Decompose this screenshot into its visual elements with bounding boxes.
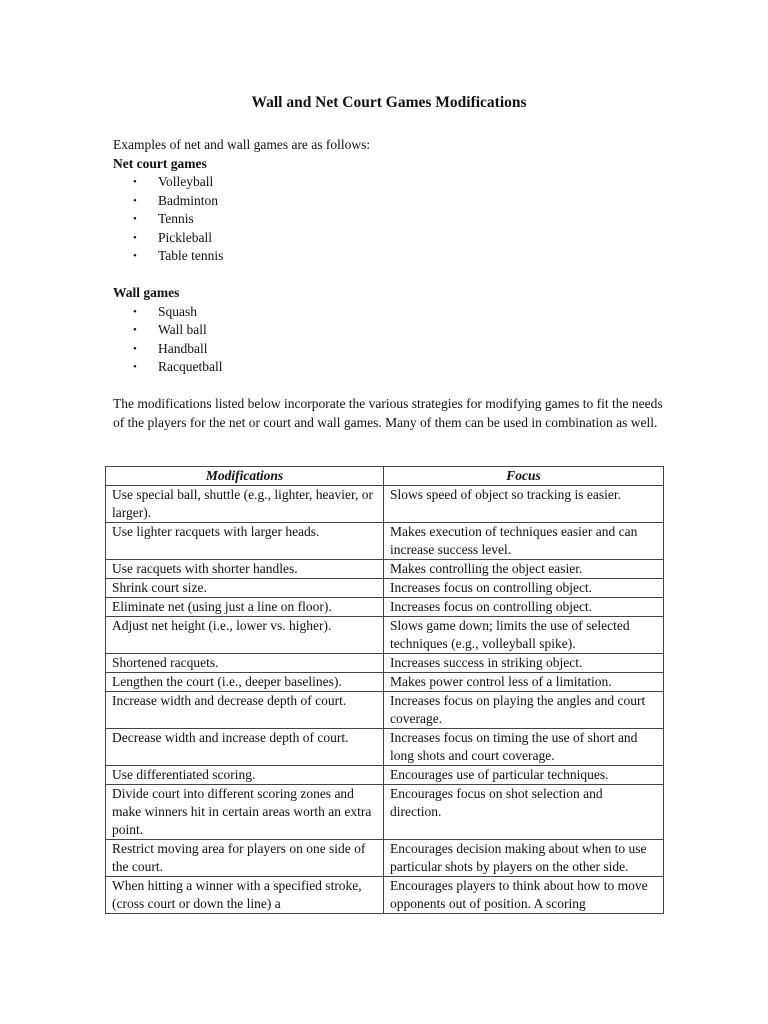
table-row: [106, 673, 664, 692]
focus-cell: Slows game down; limits the use of selected techniques (e.g., volleyball spike).: [384, 617, 664, 654]
list-item-label: Pickleball: [158, 229, 212, 245]
modification-cell: Use special ball, shuttle (e.g., lighter, heavier, or larger).: [106, 486, 384, 523]
focus-cell: Increases focus on controlling object.: [384, 579, 664, 598]
table-row: [106, 523, 664, 560]
wall-games-heading: Wall games: [113, 285, 180, 300]
modifications-table: [105, 466, 664, 914]
list-item-label: Handball: [158, 340, 208, 356]
modification-cell: Adjust net height (i.e., lower vs. higher).: [106, 617, 384, 654]
focus-cell: Slows speed of object so tracking is easier.: [384, 486, 664, 523]
focus-cell: Makes execution of techniques easier and can increase success level.: [384, 523, 664, 560]
list-item-label: Racquetball: [158, 359, 223, 374]
modification-cell: Shrink court size.: [106, 579, 384, 598]
focus-cell: Increases focus on timing the use of short and long shots and court coverage.: [384, 729, 664, 766]
list-item: [133, 192, 673, 211]
table-row: [106, 785, 664, 840]
spacer: [113, 266, 673, 285]
wall-games-list: [113, 303, 673, 377]
table-row: [106, 654, 664, 673]
modification-cell: When hitting a winner with a specified stroke, (cross court or down the line) a: [106, 877, 384, 914]
bullet-icon: •: [133, 305, 137, 318]
column-header-focus: Focus: [384, 467, 664, 486]
table-row: [106, 560, 664, 579]
column-header-modifications: Modifications: [106, 467, 384, 486]
modification-cell: Restrict moving area for players on one side of the court.: [106, 840, 384, 877]
focus-cell: Increases focus on controlling object.: [384, 598, 664, 617]
list-item: [133, 210, 673, 229]
table-row: [106, 617, 664, 654]
bullet-icon: •: [133, 176, 137, 188]
table-row: [106, 692, 664, 729]
table-row: [106, 486, 664, 523]
focus-cell: Encourages decision making about when to use particular shots by players on the other side.: [384, 840, 664, 877]
document-body: [113, 136, 673, 432]
table-header-row: [106, 467, 664, 486]
list-item: [133, 358, 673, 377]
list-item: [133, 173, 673, 192]
focus-cell: Makes controlling the object easier.: [384, 560, 664, 579]
list-item-label: Badminton: [158, 192, 218, 208]
table-row: [106, 877, 664, 914]
focus-cell: Increases focus on playing the angles and court coverage.: [384, 692, 664, 729]
list-item: [133, 303, 673, 322]
table-body: [106, 486, 664, 914]
table-row: [106, 579, 664, 598]
intro-text: Examples of net and wall games are as follows:: [113, 137, 371, 152]
spacer: [113, 377, 673, 396]
modification-cell: Decrease width and increase depth of court.: [106, 729, 384, 766]
modification-cell: Increase width and decrease depth of court.: [106, 692, 384, 729]
list-item-label: Squash: [158, 303, 198, 319]
modification-cell: Shortened racquets.: [106, 654, 384, 673]
modification-cell: Divide court into different scoring zones and make winners hit in certain areas worth an extra point.: [106, 785, 384, 840]
list-item-label: Volleyball: [158, 174, 214, 189]
list-item: [133, 229, 673, 248]
modification-cell: Eliminate net (using just a line on floor).: [106, 598, 384, 617]
net-games-heading: Net court games: [113, 155, 207, 171]
bullet-icon: •: [133, 213, 137, 225]
focus-cell: Makes power control less of a limitation.: [384, 673, 664, 692]
bullet-icon: •: [133, 324, 137, 336]
bullet-icon: •: [133, 194, 137, 207]
table-row: [106, 598, 664, 617]
list-item: [133, 321, 673, 340]
focus-cell: Encourages focus on shot selection and direction.: [384, 785, 664, 840]
net-games-list: [113, 173, 673, 266]
modification-cell: Use differentiated scoring.: [106, 766, 384, 785]
bullet-icon: •: [133, 250, 137, 262]
list-item-label: Table tennis: [158, 248, 224, 263]
bullet-icon: •: [133, 342, 137, 355]
list-item: [133, 340, 673, 359]
document-title: Wall and Net Court Games Modifications: [251, 94, 527, 111]
focus-cell: Increases success in striking object.: [384, 654, 664, 673]
table-row: [106, 729, 664, 766]
focus-cell: Encourages use of particular techniques.: [384, 766, 664, 785]
list-item: [133, 247, 673, 266]
modification-cell: Lengthen the court (i.e., deeper baselines).: [106, 673, 384, 692]
list-item-label: Wall ball: [158, 322, 207, 337]
bullet-icon: •: [133, 231, 137, 244]
list-item-label: Tennis: [158, 211, 194, 226]
modification-cell: Use racquets with shorter handles.: [106, 560, 384, 579]
modification-cell: Use lighter racquets with larger heads.: [106, 523, 384, 560]
table-row: [106, 840, 664, 877]
modifications-paragraph: The modifications listed below incorporate the various strategies for modifying games to fit the needs of the players for the net or court and wall games. Many of them can be used in combination as well.: [113, 396, 663, 430]
table-row: [106, 766, 664, 785]
focus-cell: Encourages players to think about how to move opponents out of position. A scoring: [384, 877, 664, 914]
bullet-icon: •: [133, 361, 137, 373]
